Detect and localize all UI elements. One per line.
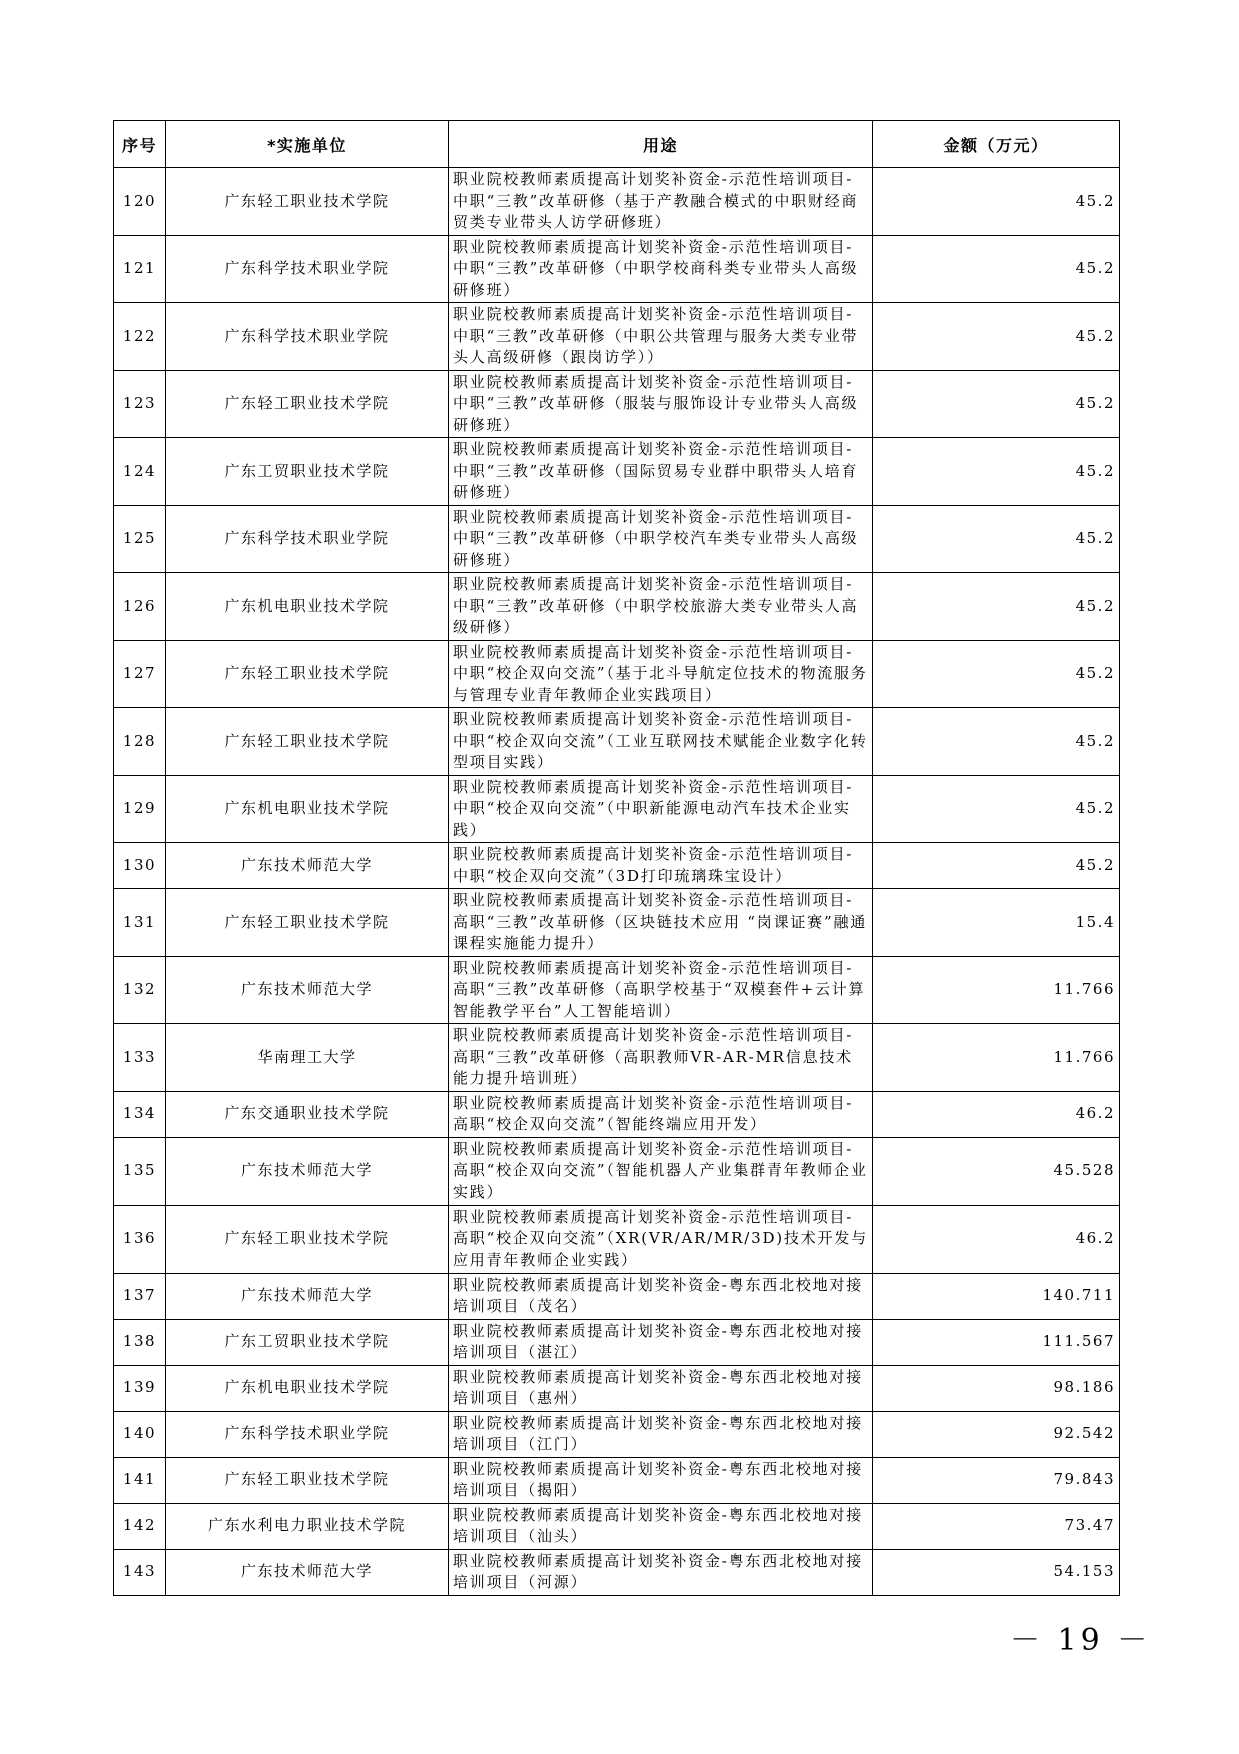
- cell-amount: 111.567: [873, 1319, 1120, 1365]
- cell-purpose: 职业院校教师素质提高计划奖补资金-示范性培训项目-高职“校企双向交流”（智能终端应用开发）: [449, 1091, 873, 1137]
- cell-serial-number: 141: [114, 1457, 166, 1503]
- cell-purpose: 职业院校教师素质提高计划奖补资金-示范性培训项目-中职“校企双向交流”（3D打印琉璃珠宝设计）: [449, 843, 873, 889]
- cell-serial-number: 130: [114, 843, 166, 889]
- cell-serial-number: 125: [114, 505, 166, 573]
- cell-purpose: 职业院校教师素质提高计划奖补资金-示范性培训项目-高职“三教”改革研修（高职教师VR-AR-MR信息技术能力提升培训班）: [449, 1024, 873, 1092]
- cell-implementing-unit: 广东轻工职业技术学院: [166, 640, 449, 708]
- table-row: [114, 889, 1120, 957]
- cell-implementing-unit: 广东技术师范大学: [166, 843, 449, 889]
- table-header-row: [114, 121, 1120, 168]
- cell-serial-number: 143: [114, 1549, 166, 1595]
- cell-serial-number: 142: [114, 1503, 166, 1549]
- cell-purpose: 职业院校教师素质提高计划奖补资金-示范性培训项目-中职“三教”改革研修（中职学校商科类专业带头人高级研修班）: [449, 235, 873, 303]
- table-row: [114, 1411, 1120, 1457]
- cell-implementing-unit: 广东轻工职业技术学院: [166, 168, 449, 236]
- header-serial-number: 序号: [114, 121, 166, 168]
- cell-implementing-unit: 广东轻工职业技术学院: [166, 1457, 449, 1503]
- cell-amount: 45.2: [873, 640, 1120, 708]
- table-row: [114, 775, 1120, 843]
- cell-serial-number: 129: [114, 775, 166, 843]
- cell-amount: 79.843: [873, 1457, 1120, 1503]
- cell-serial-number: 131: [114, 889, 166, 957]
- cell-amount: 45.2: [873, 438, 1120, 506]
- cell-purpose: 职业院校教师素质提高计划奖补资金-示范性培训项目-中职“三教”改革研修（中职学校旅游大类专业带头人高级研修）: [449, 573, 873, 641]
- cell-amount: 45.528: [873, 1137, 1120, 1205]
- cell-amount: 45.2: [873, 843, 1120, 889]
- cell-amount: 45.2: [873, 168, 1120, 236]
- cell-serial-number: 122: [114, 303, 166, 371]
- cell-implementing-unit: 广东技术师范大学: [166, 1137, 449, 1205]
- cell-amount: 45.2: [873, 303, 1120, 371]
- table-body: [114, 168, 1120, 1596]
- cell-serial-number: 127: [114, 640, 166, 708]
- cell-serial-number: 124: [114, 438, 166, 506]
- cell-purpose: 职业院校教师素质提高计划奖补资金-粤东西北校地对接培训项目（惠州）: [449, 1365, 873, 1411]
- cell-purpose: 职业院校教师素质提高计划奖补资金-粤东西北校地对接培训项目（汕头）: [449, 1503, 873, 1549]
- cell-purpose: 职业院校教师素质提高计划奖补资金-示范性培训项目-中职“三教”改革研修（中职公共管理与服务大类专业带头人高级研修（跟岗访学））: [449, 303, 873, 371]
- cell-purpose: 职业院校教师素质提高计划奖补资金-粤东西北校地对接培训项目（湛江）: [449, 1319, 873, 1365]
- cell-amount: 45.2: [873, 235, 1120, 303]
- table-row: [114, 1205, 1120, 1273]
- cell-implementing-unit: 广东科学技术职业学院: [166, 1411, 449, 1457]
- table-row: [114, 235, 1120, 303]
- cell-amount: 46.2: [873, 1205, 1120, 1273]
- cell-implementing-unit: 广东科学技术职业学院: [166, 505, 449, 573]
- cell-amount: 45.2: [873, 505, 1120, 573]
- table-row: [114, 1319, 1120, 1365]
- cell-implementing-unit: 广东科学技术职业学院: [166, 303, 449, 371]
- cell-serial-number: 132: [114, 956, 166, 1024]
- cell-implementing-unit: 广东轻工职业技术学院: [166, 370, 449, 438]
- cell-amount: 92.542: [873, 1411, 1120, 1457]
- cell-amount: 11.766: [873, 1024, 1120, 1092]
- cell-implementing-unit: 广东轻工职业技术学院: [166, 889, 449, 957]
- table-row: [114, 1503, 1120, 1549]
- table-row: [114, 1365, 1120, 1411]
- cell-purpose: 职业院校教师素质提高计划奖补资金-粤东西北校地对接培训项目（茂名）: [449, 1273, 873, 1319]
- cell-purpose: 职业院校教师素质提高计划奖补资金-示范性培训项目-高职“校企双向交流”（XR(VR/AR/MR/3D)技术开发与应用青年教师企业实践）: [449, 1205, 873, 1273]
- cell-serial-number: 134: [114, 1091, 166, 1137]
- cell-amount: 46.2: [873, 1091, 1120, 1137]
- cell-serial-number: 137: [114, 1273, 166, 1319]
- cell-amount: 73.47: [873, 1503, 1120, 1549]
- cell-serial-number: 139: [114, 1365, 166, 1411]
- table-row: [114, 505, 1120, 573]
- cell-implementing-unit: 广东轻工职业技术学院: [166, 708, 449, 776]
- cell-implementing-unit: 广东机电职业技术学院: [166, 1365, 449, 1411]
- table-row: [114, 370, 1120, 438]
- cell-implementing-unit: 广东技术师范大学: [166, 956, 449, 1024]
- table-row: [114, 1549, 1120, 1595]
- cell-amount: 15.4: [873, 889, 1120, 957]
- table-row: [114, 168, 1120, 236]
- cell-serial-number: 133: [114, 1024, 166, 1092]
- table-row: [114, 1273, 1120, 1319]
- cell-implementing-unit: 广东水利电力职业技术学院: [166, 1503, 449, 1549]
- cell-amount: 98.186: [873, 1365, 1120, 1411]
- header-purpose: 用途: [449, 121, 873, 168]
- cell-amount: 45.2: [873, 370, 1120, 438]
- cell-implementing-unit: 广东轻工职业技术学院: [166, 1205, 449, 1273]
- cell-implementing-unit: 广东机电职业技术学院: [166, 775, 449, 843]
- table-row: [114, 708, 1120, 776]
- header-amount: 金额（万元）: [873, 121, 1120, 168]
- cell-implementing-unit: 广东工贸职业技术学院: [166, 438, 449, 506]
- cell-amount: 140.711: [873, 1273, 1120, 1319]
- cell-serial-number: 135: [114, 1137, 166, 1205]
- cell-serial-number: 128: [114, 708, 166, 776]
- cell-amount: 45.2: [873, 708, 1120, 776]
- cell-purpose: 职业院校教师素质提高计划奖补资金-示范性培训项目-中职“校企双向交流”（中职新能源电动汽车技术企业实践）: [449, 775, 873, 843]
- page-number: － 19 －: [1010, 1623, 1152, 1658]
- table-row: [114, 1024, 1120, 1092]
- table-row: [114, 1091, 1120, 1137]
- cell-serial-number: 140: [114, 1411, 166, 1457]
- funding-allocation-table: [113, 120, 1120, 1596]
- table-row: [114, 1137, 1120, 1205]
- cell-serial-number: 136: [114, 1205, 166, 1273]
- table-row: [114, 843, 1120, 889]
- cell-implementing-unit: 广东机电职业技术学院: [166, 573, 449, 641]
- cell-purpose: 职业院校教师素质提高计划奖补资金-示范性培训项目-中职“三教”改革研修（中职学校汽车类专业带头人高级研修班）: [449, 505, 873, 573]
- cell-serial-number: 121: [114, 235, 166, 303]
- cell-serial-number: 120: [114, 168, 166, 236]
- table-row: [114, 956, 1120, 1024]
- cell-purpose: 职业院校教师素质提高计划奖补资金-粤东西北校地对接培训项目（揭阳）: [449, 1457, 873, 1503]
- cell-implementing-unit: 广东技术师范大学: [166, 1549, 449, 1595]
- cell-purpose: 职业院校教师素质提高计划奖补资金-示范性培训项目-中职“校企双向交流”（工业互联网技术赋能企业数字化转型项目实践）: [449, 708, 873, 776]
- table-row: [114, 1457, 1120, 1503]
- cell-serial-number: 126: [114, 573, 166, 641]
- cell-purpose: 职业院校教师素质提高计划奖补资金-粤东西北校地对接培训项目（河源）: [449, 1549, 873, 1595]
- cell-amount: 45.2: [873, 573, 1120, 641]
- table-row: [114, 303, 1120, 371]
- table-row: [114, 438, 1120, 506]
- cell-amount: 45.2: [873, 775, 1120, 843]
- cell-serial-number: 123: [114, 370, 166, 438]
- cell-purpose: 职业院校教师素质提高计划奖补资金-示范性培训项目-高职“三教”改革研修（区块链技术应用 “岗课证赛”融通课程实施能力提升）: [449, 889, 873, 957]
- cell-purpose: 职业院校教师素质提高计划奖补资金-粤东西北校地对接培训项目（江门）: [449, 1411, 873, 1457]
- cell-purpose: 职业院校教师素质提高计划奖补资金-示范性培训项目-中职“校企双向交流”（基于北斗导航定位技术的物流服务与管理专业青年教师企业实践项目）: [449, 640, 873, 708]
- table-row: [114, 640, 1120, 708]
- cell-implementing-unit: 华南理工大学: [166, 1024, 449, 1092]
- cell-amount: 11.766: [873, 956, 1120, 1024]
- cell-serial-number: 138: [114, 1319, 166, 1365]
- cell-purpose: 职业院校教师素质提高计划奖补资金-示范性培训项目-中职“三教”改革研修（服装与服饰设计专业带头人高级研修班）: [449, 370, 873, 438]
- cell-purpose: 职业院校教师素质提高计划奖补资金-示范性培训项目-中职“三教”改革研修（国际贸易专业群中职带头人培育研修班）: [449, 438, 873, 506]
- cell-amount: 54.153: [873, 1549, 1120, 1595]
- cell-purpose: 职业院校教师素质提高计划奖补资金-示范性培训项目-高职“校企双向交流”（智能机器人产业集群青年教师企业实践）: [449, 1137, 873, 1205]
- cell-purpose: 职业院校教师素质提高计划奖补资金-示范性培训项目-高职“三教”改革研修（高职学校基于“双模套件+云计算智能教学平台”人工智能培训）: [449, 956, 873, 1024]
- cell-implementing-unit: 广东工贸职业技术学院: [166, 1319, 449, 1365]
- cell-implementing-unit: 广东交通职业技术学院: [166, 1091, 449, 1137]
- table-row: [114, 573, 1120, 641]
- header-implementing-unit: *实施单位: [166, 121, 449, 168]
- cell-purpose: 职业院校教师素质提高计划奖补资金-示范性培训项目-中职“三教”改革研修（基于产教融合模式的中职财经商贸类专业带头人访学研修班）: [449, 168, 873, 236]
- cell-implementing-unit: 广东科学技术职业学院: [166, 235, 449, 303]
- cell-implementing-unit: 广东技术师范大学: [166, 1273, 449, 1319]
